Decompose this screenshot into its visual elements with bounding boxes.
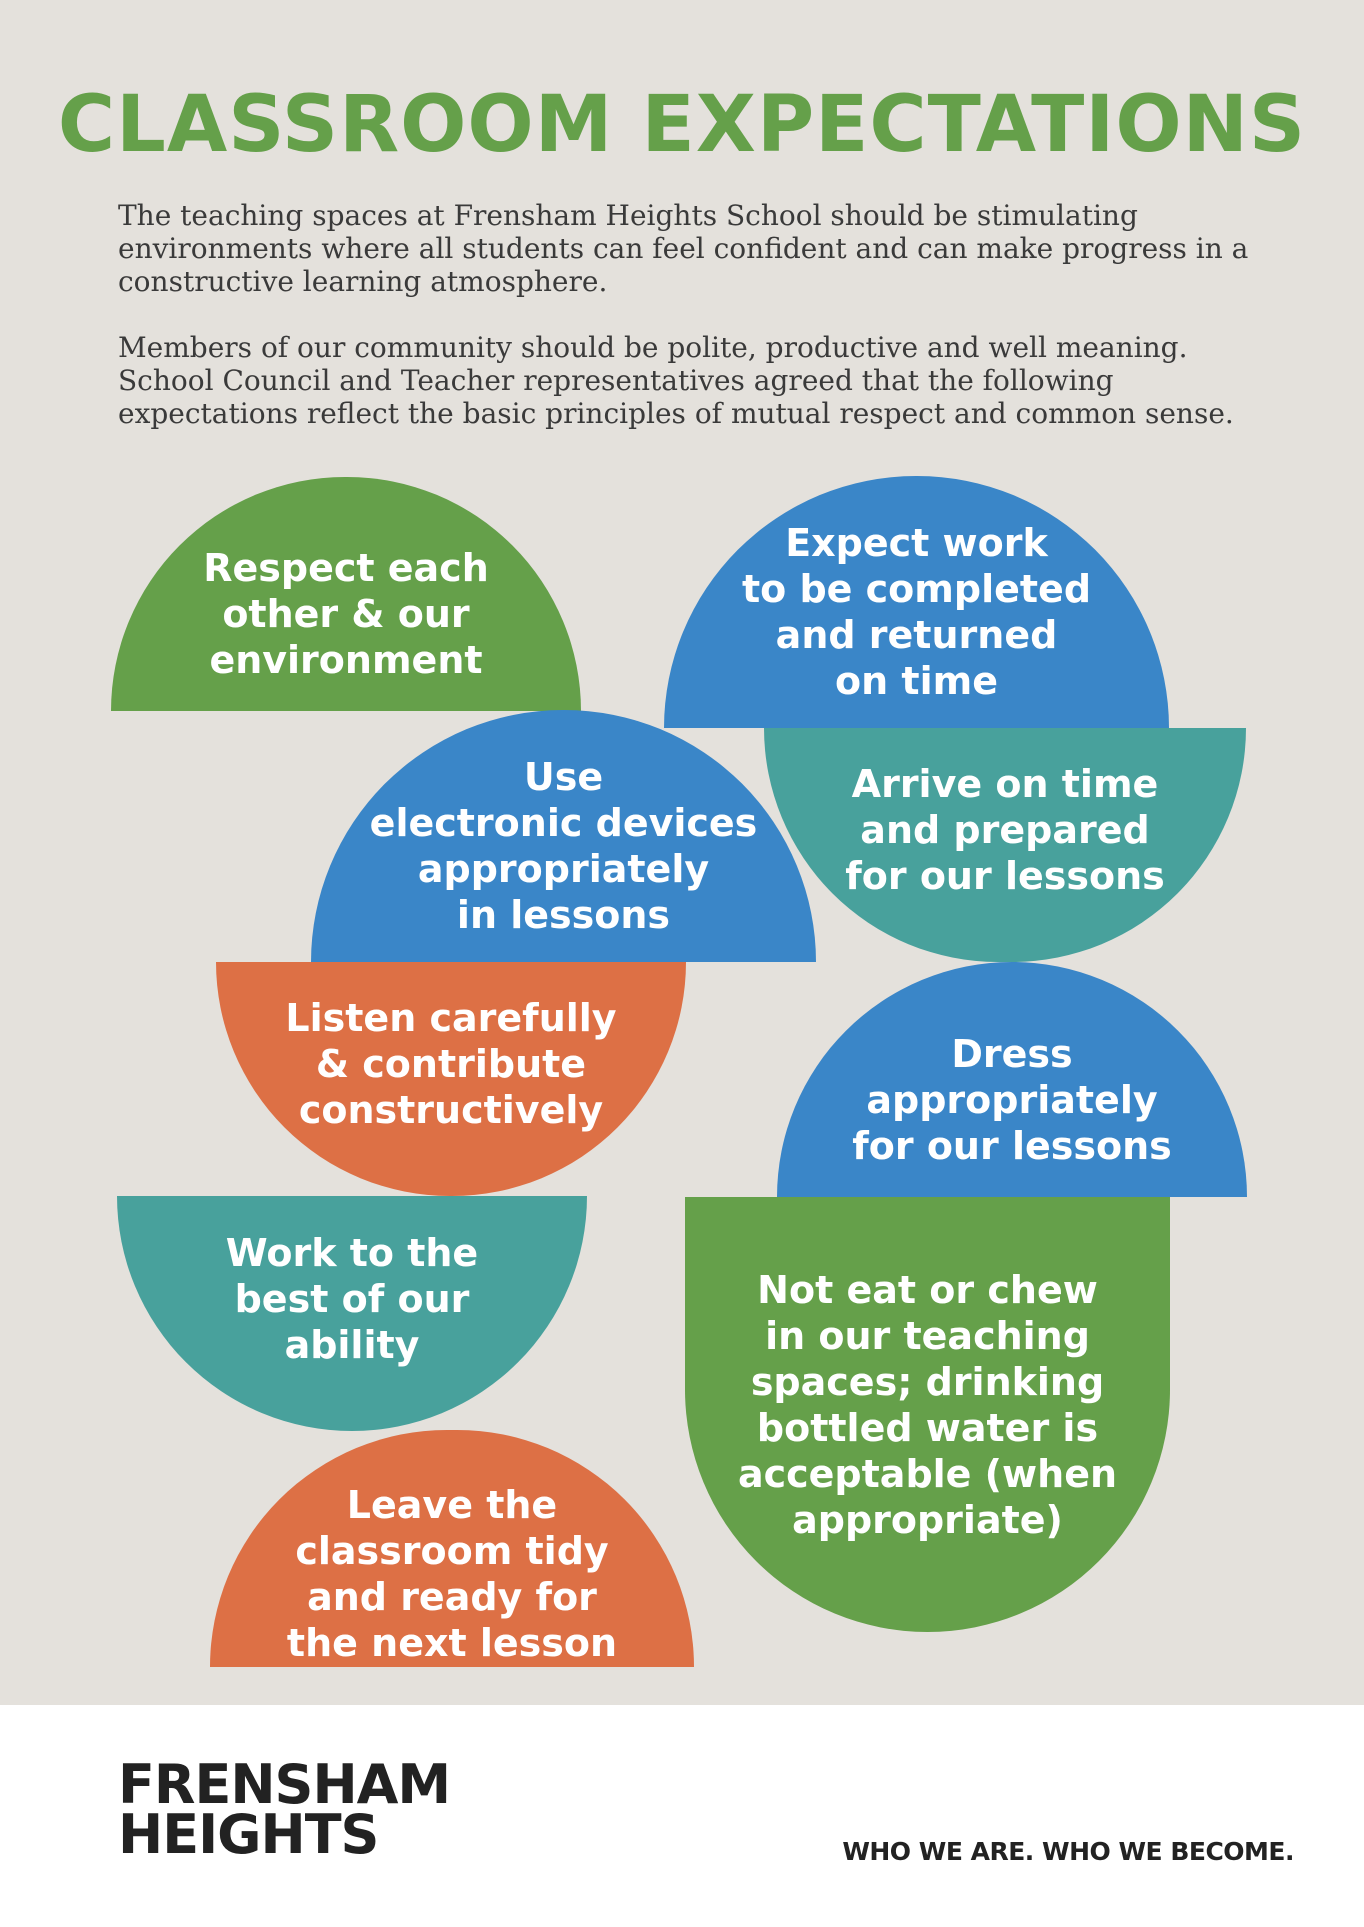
intro-paragraph-1: The teaching spaces at Frensham Heights School should be stimulating environments where all students can feel confident and can make progress in a constructive learning atmosphere. [118,199,1249,298]
intro-paragraph-2: Members of our community should be polite, productive and well meaning. School Council and Teacher representatives agreed that the following expectations reflect the basic principles of mutual respect and common sense. [118,331,1234,430]
expectation-label: Respect each other & our environment [203,546,489,682]
expectation-label: Leave the classroom tidy and ready for the next lesson [286,1482,618,1665]
expectation-respect [111,477,581,711]
logo-line-2: HEIGHTS [118,1803,379,1866]
expectation-label: Dress appropriately for our lessons [852,1031,1172,1168]
expectation-work-on-time [664,476,1169,728]
expectation-leave-tidy [210,1430,694,1667]
expectation-label: Arrive on time and prepared for our lessons [845,762,1165,898]
tagline: WHO WE ARE. WHO WE BECOME. [842,1837,1294,1866]
expectation-dress-appropriately [777,962,1247,1197]
expectation-listen-carefully [216,962,686,1196]
expectation-no-eating [685,1197,1170,1632]
logo-line-1: FRENSHAM [118,1753,451,1816]
expectation-work-best [117,1196,587,1431]
expectation-label: Use electronic devices appropriately in lessons [369,755,758,937]
expectation-label: Listen carefully & contribute constructively [285,996,617,1132]
page-title: CLASSROOM EXPECTATIONS [57,80,1307,170]
expectation-label: Work to the best of our ability [225,1230,479,1367]
expectation-label: Not eat or chew in our teaching spaces; drinking bottled water is acceptable (when appropriate) [737,1267,1118,1542]
expectation-label: Expect work to be completed and returned on time [741,521,1092,703]
frensham-heights-logo [118,1753,451,1866]
expectation-electronic-devices [311,710,816,962]
expectation-arrive-on-time [764,728,1246,962]
